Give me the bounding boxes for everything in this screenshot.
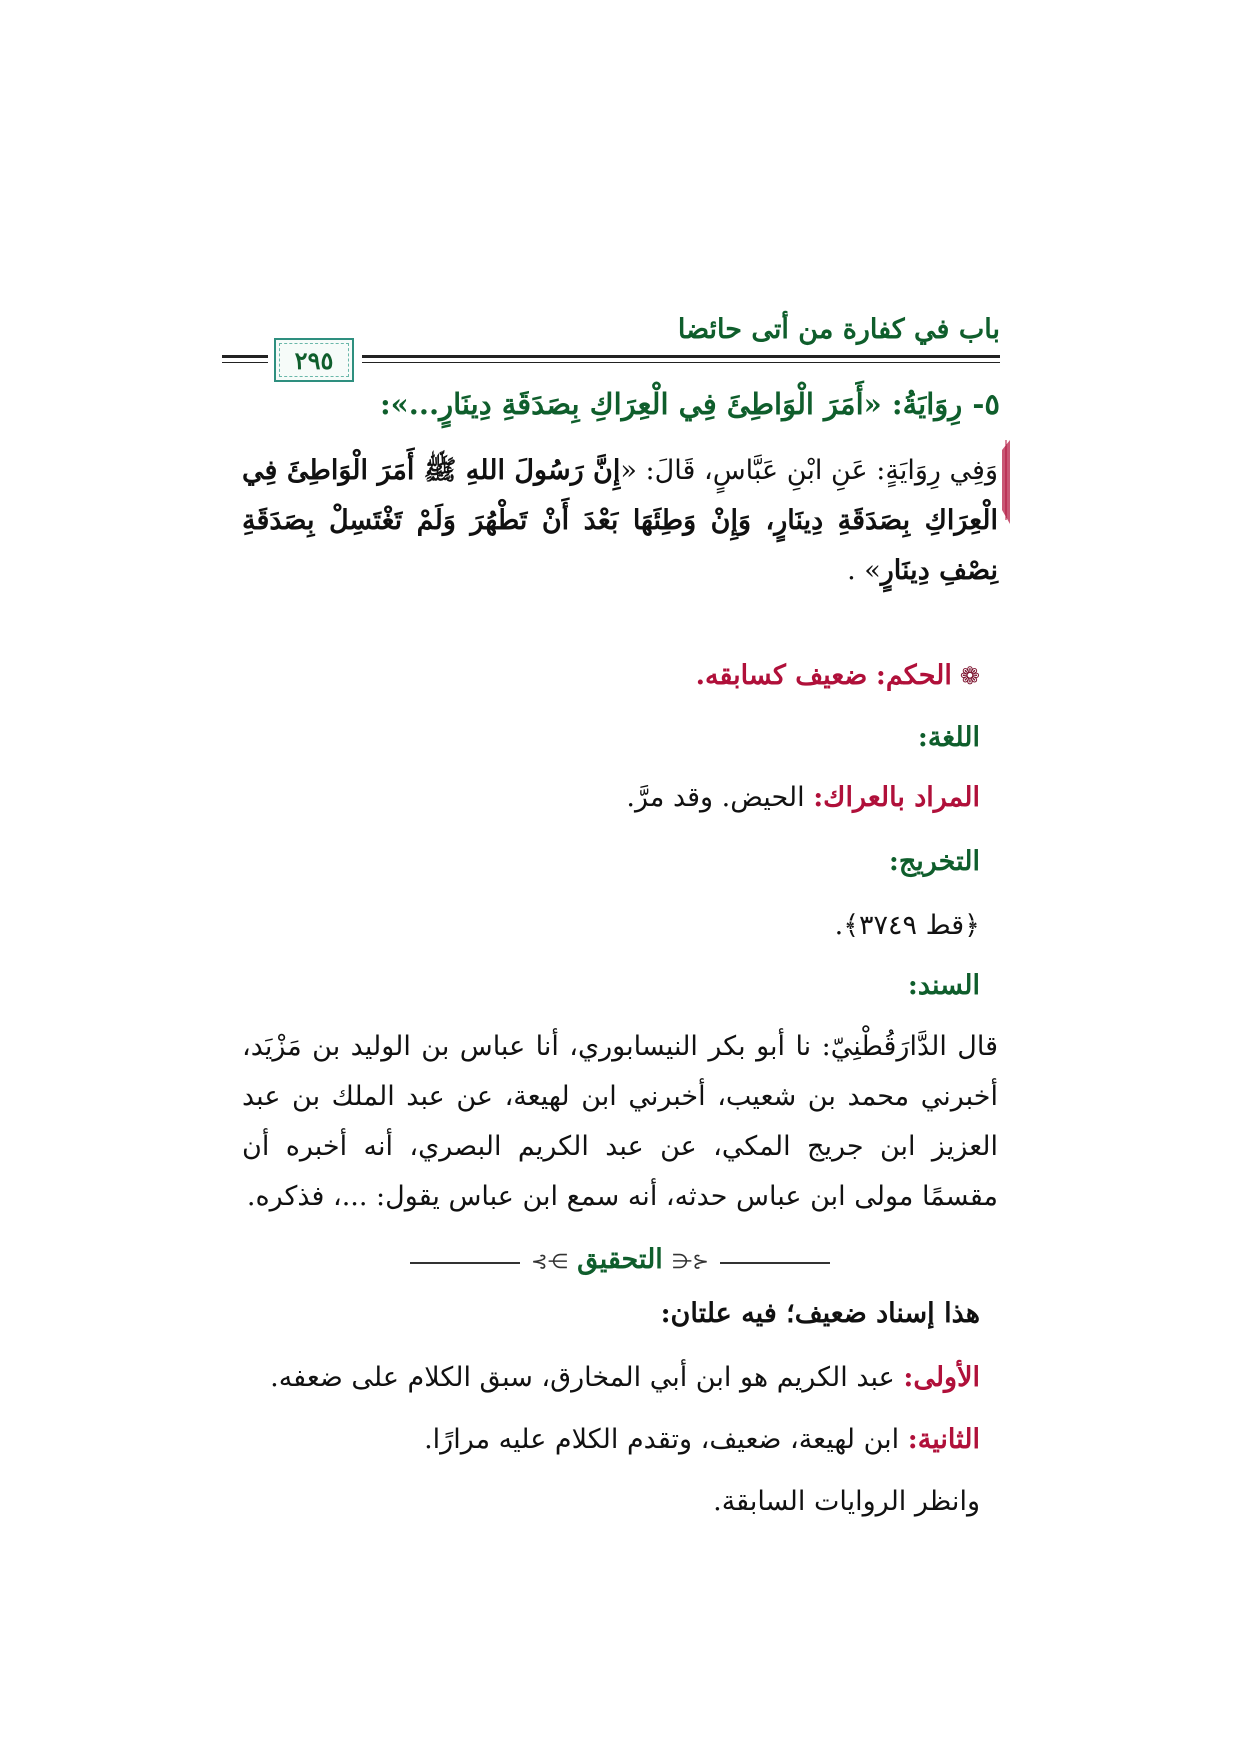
narration-intro: وَفِي رِوَايَةٍ: عَنِ ابْنِ عَبَّاسٍ، قَالَ: « (620, 455, 998, 486)
language-entry (626, 778, 980, 818)
header-rule-right-thin (362, 362, 1000, 363)
reason-first (270, 1358, 980, 1398)
reason-second (424, 1420, 980, 1460)
ruling-row (696, 656, 980, 696)
tahqiq-intro: هذا إسناد ضعيف؛ فيه علتان: (660, 1298, 980, 1329)
chapter-title: باب في كفارة من أتى حائضا (677, 314, 1000, 345)
reason-second-label: الثانية: (907, 1424, 980, 1455)
ruling-label: الحكم: (875, 660, 952, 691)
reason-first-text: عبد الكريم هو ابن أبي المخارق، سبق الكلام على ضعفه. (270, 1362, 895, 1393)
tahqiq-heading: التحقيق (577, 1244, 663, 1275)
ruling-value: ضعيف كسابقه. (695, 660, 868, 691)
reason-second-text: ابن لهيعة، ضعيف، وتقدم الكلام عليه مرارًا. (424, 1424, 900, 1455)
page-number-frame (274, 338, 354, 382)
flower-ornament-icon: ❁ (959, 662, 980, 690)
section-title: رِوَايَةُ: «أَمَرَ الْوَاطِئَ فِي الْعِرَاكِ بِصَدَقَةِ دِينَارٍ...»: (379, 387, 963, 421)
language-term: المراد بالعراك: (813, 782, 980, 813)
tahqiq-divider: ⊰⋲ التحقيق ⋺⊱ (410, 1248, 830, 1278)
header-rule-right (362, 355, 1000, 358)
sanad-heading: السند: (907, 970, 980, 1001)
language-definition: الحيض. وقد مرَّ. (626, 782, 805, 813)
closing-note: وانظر الروايات السابقة. (713, 1486, 980, 1517)
narration-paragraph (242, 446, 998, 596)
takhrij-heading: التخريج: (888, 846, 980, 877)
narration-close: » . (847, 555, 881, 586)
section-number: ٥- (972, 387, 1000, 421)
language-heading: اللغة: (917, 722, 980, 753)
page-number: ٢٩٥ (294, 345, 334, 375)
takhrij-reference: ﴿قط ٣٧٤٩﴾. (834, 910, 980, 941)
header-rule-left-thin (222, 362, 268, 363)
reason-first-label: الأولى: (903, 1362, 980, 1393)
sanad-paragraph: قال الدَّارَقُطْنِيّ: نا أبو بكر النيسابوري، أنا عباس بن الوليد بن مَزْيَد، أخبرني محمد بن شعيب، أخبرني ابن لهيعة، عن عبد الملك بن عبد العزيز ابن جريج المكي، عن عبد الكريم البصري، أنه أخبره أن مقسمًا مولى ابن عباس حدثه، أنه سمع ابن عباس يقول: ...، فذكره. (242, 1031, 998, 1212)
section-heading (380, 384, 1000, 424)
header-rule-left (222, 355, 268, 358)
hadith-text: إِنَّ رَسُولَ اللهِ ﷺ أَمَرَ الْوَاطِئَ فِي الْعِرَاكِ بِصَدَقَةِ دِينَارٍ، وَإِنْ وَطِئَهَا بَعْدَ أَنْ تَطْهُرَ وَلَمْ تَغْتَسِلْ بِصَدَقَةِ نِصْفِ دِينَارٍ (242, 455, 998, 586)
